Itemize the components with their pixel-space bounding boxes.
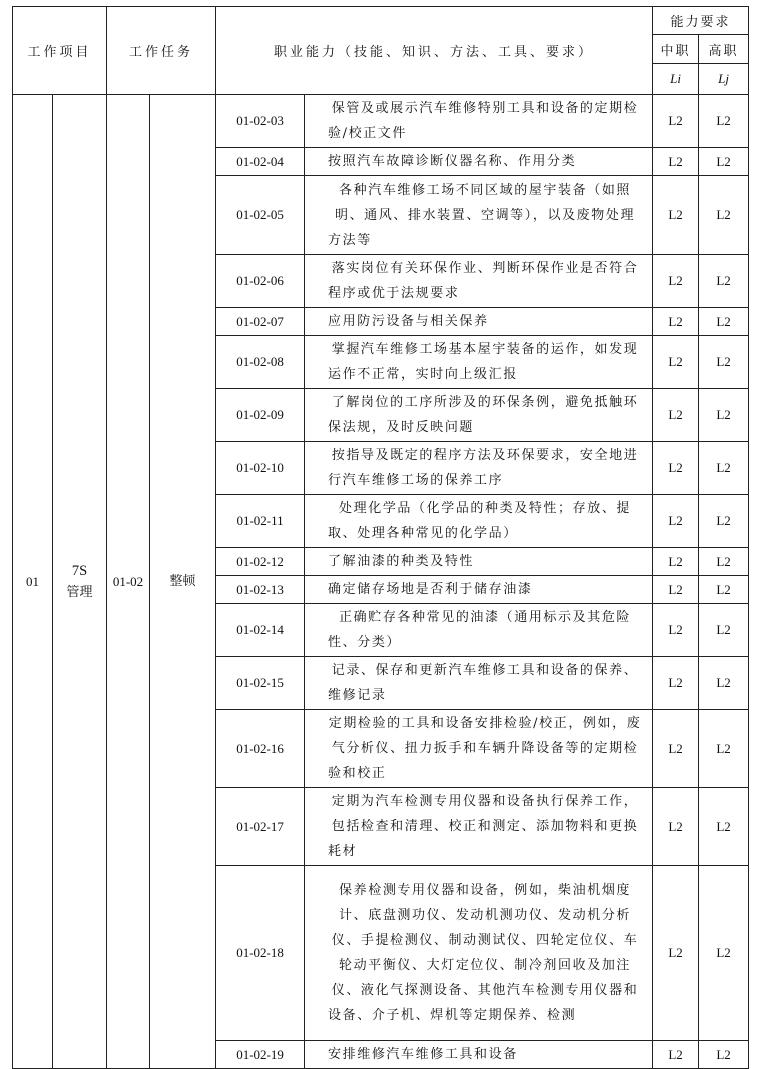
ability-description [305,576,653,604]
ability-description-text: 定期检验的工具和设备安排检验/校正，例如，废气分析仪、扭力扳手和车辆升降设备等的定期检验和校正 [328,716,642,781]
level-mid: L2 [653,576,699,604]
project-name-line1: 7S [71,562,88,579]
ability-code: 01-02-10 [216,442,305,495]
ability-code: 01-02-04 [216,148,305,176]
level-high: L2 [699,788,749,866]
level-high: L2 [699,576,749,604]
ability-description [305,710,653,788]
level-high: L2 [699,308,749,336]
level-high: L2 [699,657,749,710]
level-high: L2 [699,866,749,1041]
level-mid: L2 [653,866,699,1041]
level-mid: L2 [653,95,699,148]
ability-description-text: 按照汽车故障诊断仪器名称、作用分类 [328,154,577,169]
level-high: L2 [699,255,749,308]
ability-description [305,95,653,148]
ability-description [305,176,653,255]
ability-code: 01-02-03 [216,95,305,148]
ability-description-text: 掌握汽车维修工场基本屋宇装备的运作，如发现运作不正常，实时向上级汇报 [328,342,639,382]
ability-description [305,442,653,495]
table-body [13,95,749,1069]
level-high: L2 [699,336,749,389]
ability-description [305,336,653,389]
header-lj [699,64,749,95]
ability-code: 01-02-18 [216,866,305,1041]
ability-description-text: 落实岗位有关环保作业、判断环保作业是否符合程序或优于法规要求 [328,261,639,301]
ability-code: 01-02-07 [216,308,305,336]
level-mid: L2 [653,1041,699,1069]
level-high: L2 [699,604,749,657]
ability-description [305,657,653,710]
level-mid: L2 [653,788,699,866]
ability-description-text: 保养检测专用仪器和设备，例如，柴油机烟度计、底盘测功仪、发动机测功仪、发动机分析仪、手提检测仪、制动测试仪、四轮定位仪、车轮动平衡仪、大灯定位仪、制冷剂回收及加注仪、液化气探测设备、其他汽车检测专用仪器和设备、介子机、焊机等定期保养、检测 [328,883,639,1023]
level-high: L2 [699,548,749,576]
level-mid: L2 [653,657,699,710]
level-high: L2 [699,95,749,148]
ability-description [305,308,653,336]
ability-description [305,866,653,1041]
level-high: L2 [699,495,749,548]
ability-description [305,148,653,176]
header-lj-text: Lj [718,71,729,86]
ability-code: 01-02-17 [216,788,305,866]
ability-code: 01-02-06 [216,255,305,308]
ability-description-text: 正确贮存各种常见的油漆（通用标示及其危险性、分类） [328,610,632,650]
level-high: L2 [699,176,749,255]
table-row [13,95,749,148]
ability-code: 01-02-09 [216,389,305,442]
level-mid: L2 [653,548,699,576]
level-mid: L2 [653,255,699,308]
ability-description [305,389,653,442]
ability-description-text: 确定储存场地是否利于储存油漆 [328,582,533,597]
header-high: 高职 [699,35,749,64]
header-level-requirement: 能力要求 [653,7,749,35]
task-code: 01-02 [107,95,150,1069]
level-high: L2 [699,148,749,176]
ability-description-text: 保管及或展示汽车维修特别工具和设备的定期检验/校正文件 [328,101,639,141]
ability-code: 01-02-19 [216,1041,305,1069]
ability-code: 01-02-16 [216,710,305,788]
level-mid: L2 [653,710,699,788]
ability-description [305,255,653,308]
ability-description-text: 了解油漆的种类及特性 [328,554,475,569]
ability-description [305,495,653,548]
ability-description [305,548,653,576]
ability-description-text: 按指导及既定的程序方法及环保要求，安全地进行汽车维修工场的保养工序 [328,448,639,488]
level-high: L2 [699,442,749,495]
level-high: L2 [699,389,749,442]
header-li [653,64,699,95]
ability-description [305,1041,653,1069]
ability-code: 01-02-05 [216,176,305,255]
level-high: L2 [699,710,749,788]
ability-description-text: 应用防污设备与相关保养 [328,314,489,329]
ability-description-text: 处理化学品（化学品的种类及特性；存放、提取、处理各种常见的化学品） [328,501,632,541]
header-li-text: Li [670,71,681,86]
level-mid: L2 [653,308,699,336]
ability-description-text: 了解岗位的工序所涉及的环保条例，避免抵触环保法规，及时反映问题 [328,395,639,435]
ability-code: 01-02-08 [216,336,305,389]
project-code: 01 [13,95,53,1069]
ability-code: 01-02-15 [216,657,305,710]
level-high: L2 [699,1041,749,1069]
ability-description-text: 各种汽车维修工场不同区域的屋宇装备（如照明、通风、排水装置、空调等），以及废物处理方法等 [328,182,636,248]
header-task: 工作任务 [107,7,216,95]
level-mid: L2 [653,336,699,389]
ability-code: 01-02-13 [216,576,305,604]
level-mid: L2 [653,495,699,548]
ability-code: 01-02-12 [216,548,305,576]
header-project: 工作项目 [13,7,107,95]
project-name [53,95,107,1069]
level-mid: L2 [653,389,699,442]
ability-description-text: 安排维修汽车维修工具和设备 [328,1047,518,1062]
level-mid: L2 [653,176,699,255]
project-name-line2: 管理 [66,584,93,600]
task-name: 整顿 [150,95,216,1069]
header-mid: 中职 [653,35,699,64]
ability-code: 01-02-11 [216,495,305,548]
ability-code: 01-02-14 [216,604,305,657]
level-mid: L2 [653,442,699,495]
ability-description [305,604,653,657]
level-mid: L2 [653,604,699,657]
header-ability: 职业能力（技能、知识、方法、工具、要求） [216,7,653,95]
ability-description-text: 定期为汽车检测专用仪器和设备执行保养工作，包括检查和清理、校正和测定、添加物料和更换耗材 [328,794,639,859]
ability-description [305,788,653,866]
ability-description-text: 记录、保存和更新汽车维修工具和设备的保养、维修记录 [328,663,639,703]
competency-table [12,6,749,1069]
level-mid: L2 [653,148,699,176]
